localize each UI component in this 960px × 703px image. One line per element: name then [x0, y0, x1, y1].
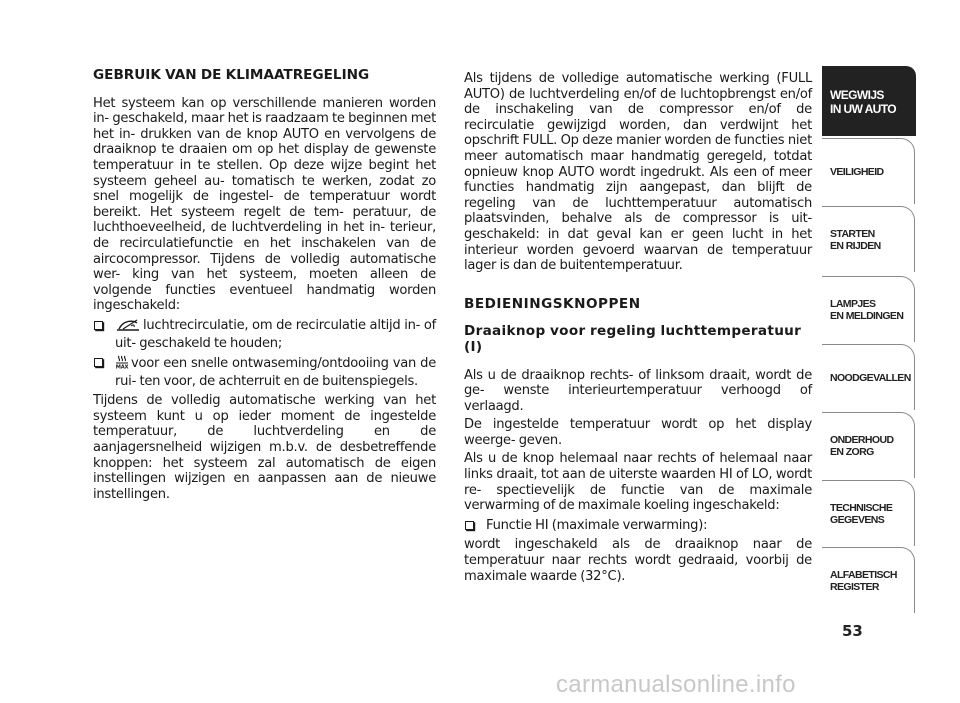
chapter-tab-3[interactable] — [822, 276, 915, 342]
chapter-tab-5[interactable] — [822, 412, 915, 478]
chapter-tab-1[interactable] — [822, 138, 915, 204]
section-heading: BEDIENINGSKNOPPEN — [464, 295, 641, 312]
display-paragraph: De ingestelde temperatuur wordt op het display weerge- geven. — [464, 417, 812, 448]
checkbox-bullet-icon — [94, 321, 103, 330]
hi-function-paragraph: wordt ingeschakeld als de draaiknop naar de temperatuur naar rechts wordt gedraaid, voorbij de maximale waarde (32°C). — [464, 537, 812, 584]
chapter-tab-label: ALFABETISCH REGISTER — [830, 568, 897, 593]
right-column — [464, 71, 812, 587]
full-auto-paragraph: Als tijdens de volledige automatische werking (FULL AUTO) de luchtverdeling en/of de luchtopbrengst en/of de inschakeling van de compressor en/of de recirculatie gewijzigd worden, dan verdwijnt het opschrift FULL. Op deze manier worden de functies niet meer automatisch maar handmatig geregeld, totdat opnieuw knop AUTO wordt ingedrukt. Als een of meer functies handmatig zijn aangepast, dan blijft de regeling van de luchttemperatuur automatisch plaatsvinden, behalve als de compressor is uit- geschakeld: in dat geval kan er geen lucht in het interieur worden gevoerd waarvan de temperatuur lager is dan de buitentemperatuur. — [464, 71, 812, 274]
chapter-tab-label: NOODGEVALLEN — [830, 371, 911, 384]
chapter-tab-label: LAMPJES EN MELDINGEN — [830, 297, 904, 322]
chapter-tab-7[interactable] — [822, 547, 915, 613]
chapter-tab-0[interactable] — [822, 66, 916, 136]
svg-text:MAX: MAX — [115, 364, 129, 370]
hi-function-label: Functie HI (maximale verwarming): — [486, 517, 708, 533]
checkbox-bullet-icon — [465, 521, 474, 530]
list-item — [93, 318, 436, 351]
chapter-tab-4[interactable] — [822, 344, 915, 410]
chapter-tab-2[interactable] — [822, 206, 915, 272]
chapter-tab-label: STARTEN EN RIJDEN — [830, 227, 881, 252]
intro-paragraph: Het systeem kan op verschillende manieren worden in- geschakeld, maar het is raadzaam te beginnen met het in- drukken van de knop AUTO en vervolgens de draaiknop te draaien om op het display de gewenste temperatuur in te stellen. Op deze wijze begint het systeem geheel au- tomatisch te werken, zodat zo snel mogelijk de ingestel- de temperatuur wordt bereikt. Het systeem regelt de tem- peratuur, de luchthoeveelheid, de luchtverdeling in het in- terieur, de recirculatiefunctie en het inschakelen van de aircocompressor. Tijdens de volledig automatische wer- king van het systeem, moeten alleen de volgende functies eventueel handmatig worden ingeschakeld: — [93, 95, 436, 314]
chapter-tab-6[interactable] — [822, 480, 915, 546]
chapter-tab-label: VEILIGHEID — [830, 165, 884, 178]
bullet2-text: voor een snelle ontwaseming/ontdooiing van de rui- ten voor, de achterruit en de buitenspiegels. — [115, 356, 436, 389]
sub-heading: Draaiknop voor regeling luchttemperatuur (I) — [464, 323, 802, 355]
outro-paragraph: Tijdens de volledig automatische werking van het systeem kunt u op ieder moment de ingestelde temperatuur, de luchtverdeling en de aanjagersnelheid wijzigen m.b.v. de desbetreffende knoppen: het systeem zal automatisch de eigen instellingen wijzigen en aanpassen aan de nieuwe instellingen. — [93, 393, 436, 502]
section-title: GEBRUIK VAN DE KLIMAATREGELING — [93, 67, 370, 83]
max-defrost-icon — [115, 355, 129, 374]
list-item — [464, 518, 812, 534]
chapter-tab-label: TECHNISCHE GEGEVENS — [830, 501, 893, 526]
bullet1-text: luchtrecirculatie, om de recirculatie altijd in- of uit- geschakeld te houden; — [115, 317, 436, 351]
page-number: 53 — [842, 622, 863, 640]
chapter-tab-label: ONDERHOUD EN ZORG — [830, 433, 894, 458]
knob-paragraph: Als u de draaiknop rechts- of linksom draait, wordt de ge- wenste interieurtemperatuur verhoogd of verlaagd. — [464, 367, 812, 414]
hi-lo-paragraph: Als u de knop helemaal naar rechts of helemaal naar links draait, tot aan de uiterste waarden HI of LO, wordt re- spectievelijk de functie van de maximale verwarming of de maximale koeling ingeschakeld: — [464, 451, 812, 514]
chapter-tab-label: WEGWIJS IN UW AUTO — [830, 87, 896, 116]
checkbox-bullet-icon — [94, 358, 103, 367]
left-column — [93, 68, 436, 505]
list-item — [93, 355, 436, 389]
watermark: carmanualsonline.info — [556, 671, 796, 698]
air-recirculation-icon — [115, 319, 141, 336]
